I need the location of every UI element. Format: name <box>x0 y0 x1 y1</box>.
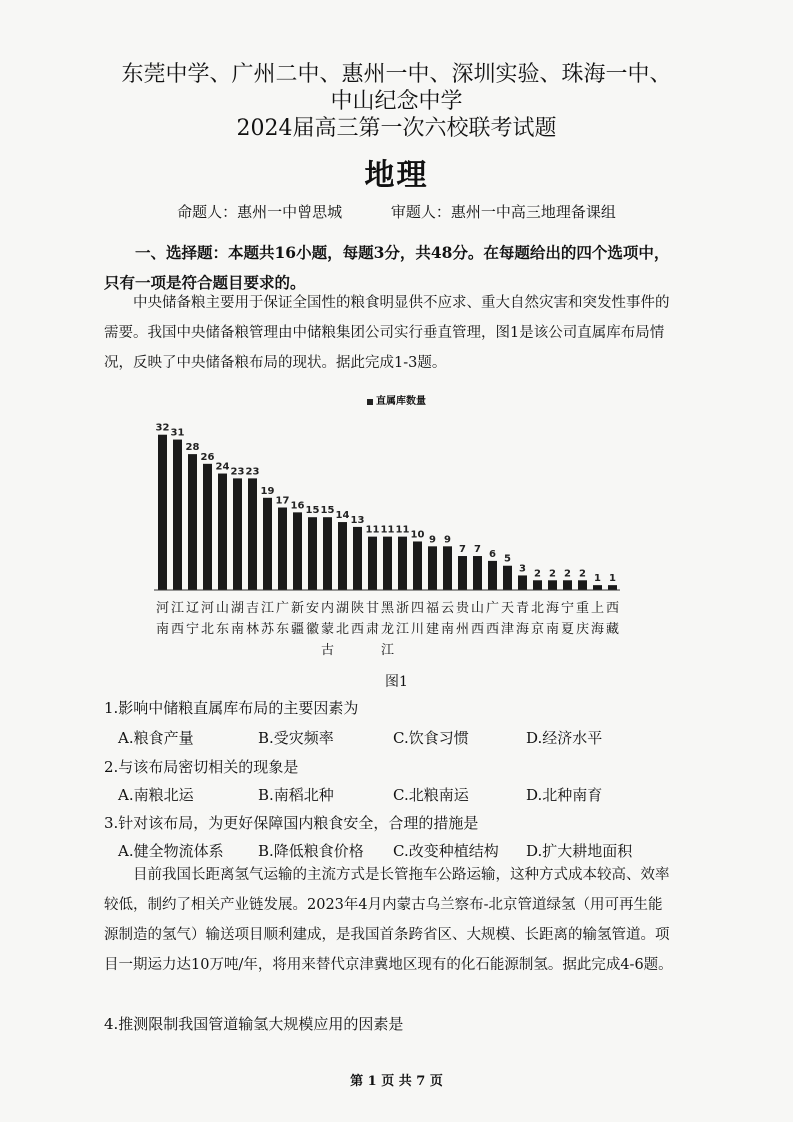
legend-label: 直属库数量 <box>376 396 426 407</box>
bar-value-label-2: 28 <box>185 442 200 454</box>
bar-value-label-4: 24 <box>215 461 230 473</box>
school-list-line1: 东莞中学、广州二中、惠州一中、深圳实验、珠海一中、 <box>121 62 672 87</box>
bar-chart-svg <box>150 385 620 660</box>
bar-value-label-22: 6 <box>489 548 496 560</box>
bar-value-label-18: 9 <box>429 534 436 546</box>
category-label-28-char-0: 重 <box>575 601 590 616</box>
bar-8 <box>278 508 287 591</box>
setter: 命题人：惠州一中曾思城 <box>177 203 343 221</box>
category-label-5-char-1: 南 <box>230 622 245 637</box>
category-label-17-char-1: 川 <box>410 622 425 637</box>
bar-21 <box>473 556 482 590</box>
category-label-27-char-0: 宁 <box>560 601 575 616</box>
bar-value-label-29: 1 <box>594 573 601 585</box>
category-label-14-char-0: 甘 <box>365 601 380 616</box>
category-label-10-char-0: 安 <box>305 601 320 616</box>
bar-value-label-10: 15 <box>305 505 320 517</box>
bar-value-label-24: 3 <box>519 563 526 575</box>
category-label-12-char-0: 湖 <box>335 601 350 616</box>
bar-11 <box>323 517 332 590</box>
bar-value-label-8: 17 <box>275 495 290 507</box>
bar-value-label-30: 1 <box>609 573 616 585</box>
figure-caption: 图1 <box>385 674 408 690</box>
q3-option-d[interactable]: D.扩大耕地面积 <box>526 842 633 860</box>
category-label-6-char-0: 吉 <box>245 601 260 616</box>
category-label-15-char-1: 龙 <box>380 622 395 637</box>
page-footer: 第 1 页 共 7 页 <box>350 1074 443 1089</box>
category-label-20-char-1: 州 <box>455 622 470 637</box>
q1-option-b[interactable]: B.受灾频率 <box>258 729 334 747</box>
q2-option-c[interactable]: C.北粮南运 <box>393 786 469 804</box>
category-label-5-char-0: 湖 <box>230 601 245 616</box>
q3-option-b[interactable]: B.降低粮食价格 <box>258 842 364 860</box>
category-label-30-char-0: 西 <box>605 601 620 616</box>
category-label-21-char-0: 山 <box>470 601 485 616</box>
category-label-9-char-0: 新 <box>290 601 305 616</box>
bar-28 <box>578 580 587 590</box>
category-label-20-char-0: 贵 <box>455 601 470 616</box>
category-label-11-char-0: 内 <box>320 601 335 616</box>
bar-14 <box>368 537 377 590</box>
category-label-12-char-1: 北 <box>335 622 350 637</box>
bar-value-label-21: 7 <box>474 544 481 556</box>
bar-25 <box>533 580 542 590</box>
bar-13 <box>353 527 362 590</box>
category-label-14-char-1: 肃 <box>365 622 380 637</box>
category-label-7-char-0: 江 <box>260 601 275 616</box>
category-label-29-char-0: 上 <box>590 601 605 616</box>
bar-7 <box>263 498 272 590</box>
category-label-13-char-1: 西 <box>350 622 365 637</box>
category-label-4-char-1: 东 <box>215 622 230 637</box>
category-label-19-char-0: 云 <box>440 601 455 616</box>
category-label-22-char-0: 广 <box>485 601 500 616</box>
bar-10 <box>308 517 317 590</box>
category-label-23-char-1: 津 <box>500 622 515 637</box>
bar-chart <box>150 385 620 660</box>
category-label-25-char-0: 北 <box>530 601 545 616</box>
bar-value-label-16: 11 <box>395 524 410 536</box>
bar-29 <box>593 585 602 590</box>
category-label-10-char-1: 徽 <box>305 622 320 637</box>
bar-12 <box>338 522 347 590</box>
category-label-26-char-1: 南 <box>545 622 560 637</box>
category-label-9-char-1: 疆 <box>290 622 305 637</box>
bar-2 <box>188 454 197 590</box>
bar-value-label-0: 32 <box>155 422 170 434</box>
category-label-8-char-1: 东 <box>275 622 290 637</box>
category-label-7-char-1: 苏 <box>260 622 275 637</box>
category-label-21-char-1: 西 <box>470 622 485 637</box>
bar-16 <box>398 537 407 590</box>
category-label-29-char-1: 海 <box>590 622 605 637</box>
category-label-11-char-2: 古 <box>320 643 335 658</box>
category-label-1-char-0: 江 <box>170 601 185 616</box>
bar-value-label-12: 14 <box>335 510 350 522</box>
bar-9 <box>293 512 302 590</box>
bar-27 <box>563 580 572 590</box>
category-label-24-char-0: 青 <box>515 601 530 616</box>
category-label-2-char-1: 宁 <box>185 622 200 637</box>
bar-value-label-19: 9 <box>444 534 451 546</box>
bar-15 <box>383 537 392 590</box>
bar-value-label-28: 2 <box>579 568 586 580</box>
category-label-28-char-1: 庆 <box>575 622 590 637</box>
bar-value-label-15: 11 <box>380 524 395 536</box>
bar-value-label-20: 7 <box>459 544 466 556</box>
school-list-line2: 中山纪念中学 <box>330 89 463 114</box>
question-3-stem: 3.针对该布局，为更好保障国内粮食安全，合理的措施是 <box>104 814 479 832</box>
bar-24 <box>518 575 527 590</box>
category-label-1-char-1: 西 <box>170 622 185 637</box>
bar-value-label-13: 13 <box>350 514 365 526</box>
reviewer: 审题人：惠州一中高三地理备课组 <box>390 203 616 221</box>
bar-19 <box>443 546 452 590</box>
bar-30 <box>608 585 617 590</box>
category-label-25-char-1: 京 <box>530 622 545 637</box>
bar-22 <box>488 561 497 590</box>
bar-6 <box>248 478 257 590</box>
bar-value-label-11: 15 <box>320 505 335 517</box>
question-4-stem: 4.推测限制我国管道输氢大规模应用的因素是 <box>104 1015 404 1033</box>
category-label-0-char-1: 南 <box>155 622 170 637</box>
bar-23 <box>503 566 512 590</box>
bar-value-label-3: 26 <box>200 451 215 463</box>
category-label-13-char-0: 陕 <box>350 601 365 616</box>
q3-option-a[interactable]: A.健全物流体系 <box>118 842 224 860</box>
category-label-22-char-1: 西 <box>485 622 500 637</box>
q1-option-c[interactable]: C.饮食习惯 <box>393 729 469 747</box>
bar-value-label-9: 16 <box>290 500 305 512</box>
q2-option-d[interactable]: D.北种南育 <box>526 786 603 804</box>
category-label-18-char-1: 建 <box>425 622 440 637</box>
q1-option-d[interactable]: D.经济水平 <box>526 729 603 747</box>
category-label-6-char-1: 林 <box>245 622 260 637</box>
question-2-stem: 2.与该布局密切相关的现象是 <box>104 758 299 776</box>
passage-hydrogen: 目前我国长距离氢气运输的主流方式是长管拖车公路运输，这种方式成本较高、效率较低，制约了相关产业链发展。2023年4月内蒙古乌兰察布-北京管道绿氢（用可再生能源制造的氢气）输送项目顺利建成，是我国首条跨省区、大规模、长距离的输氢管道。项目一期运力达10万吨/年，将用来替代京津冀地区现有的化石能源制氢。据此完成4-6题。 <box>104 867 673 973</box>
category-label-27-char-1: 夏 <box>560 622 575 637</box>
intro-paragraph: 中央储备粮主要用于保证全国性的粮食明显供不应求、重大自然灾害和突发性事件的需要。我国中央储备粮管理由中储粮集团公司实行垂直管理，图1是该公司直属库布局情况，反映了中央储备粮布局的现状。据此完成1-3题。 <box>104 295 670 371</box>
category-label-3-char-1: 北 <box>200 622 215 637</box>
bar-4 <box>218 474 227 590</box>
category-label-17-char-0: 四 <box>410 601 425 616</box>
bar-value-label-14: 11 <box>365 524 380 536</box>
category-label-4-char-0: 山 <box>215 601 230 616</box>
q2-option-a[interactable]: A.南粮北运 <box>118 786 194 804</box>
category-label-18-char-0: 福 <box>425 601 440 616</box>
category-label-24-char-1: 海 <box>515 622 530 637</box>
q1-option-a[interactable]: A.粮食产量 <box>118 729 194 747</box>
category-label-16-char-0: 浙 <box>395 601 410 616</box>
bar-0 <box>158 435 167 590</box>
bar-1 <box>173 440 182 590</box>
category-label-26-char-0: 海 <box>545 601 560 616</box>
q3-option-c[interactable]: C.改变种植结构 <box>393 842 499 860</box>
bar-value-label-5: 23 <box>230 466 245 478</box>
bar-18 <box>428 546 437 590</box>
bar-17 <box>413 541 422 590</box>
category-label-19-char-1: 南 <box>440 622 455 637</box>
category-label-15-char-2: 江 <box>380 643 395 658</box>
bar-value-label-23: 5 <box>504 553 511 565</box>
authors-line <box>0 201 793 222</box>
bar-5 <box>233 478 242 590</box>
subject-title: 地理 <box>364 158 429 193</box>
question-1-stem: 1.影响中储粮直属库布局的主要因素为 <box>104 699 359 717</box>
bar-value-label-17: 10 <box>410 529 425 541</box>
bar-value-label-27: 2 <box>564 568 571 580</box>
section-heading: 一、选择题：本题共16小题，每题3分，共48分。在每题给出的四个选项中，只有一项是符合题目要求的。 <box>104 243 670 292</box>
category-label-2-char-0: 辽 <box>185 601 200 616</box>
bar-value-label-7: 19 <box>260 485 275 497</box>
bar-value-label-26: 2 <box>549 568 556 580</box>
bar-value-label-6: 23 <box>245 466 260 478</box>
category-label-16-char-1: 江 <box>395 622 410 637</box>
category-label-3-char-0: 河 <box>200 601 215 616</box>
q2-option-b[interactable]: B.南稻北种 <box>258 786 334 804</box>
bar-3 <box>203 464 212 590</box>
category-label-15-char-0: 黑 <box>380 601 395 616</box>
category-label-23-char-0: 天 <box>500 601 515 616</box>
exam-title: 2024届高三第一次六校联考试题 <box>236 116 557 141</box>
bar-26 <box>548 580 557 590</box>
bar-value-label-1: 31 <box>170 427 185 439</box>
category-label-30-char-1: 藏 <box>605 622 620 637</box>
bar-value-label-25: 2 <box>534 568 541 580</box>
category-label-0-char-0: 河 <box>155 601 170 616</box>
category-label-8-char-0: 广 <box>275 601 290 616</box>
bar-20 <box>458 556 467 590</box>
category-label-11-char-1: 蒙 <box>320 622 335 637</box>
